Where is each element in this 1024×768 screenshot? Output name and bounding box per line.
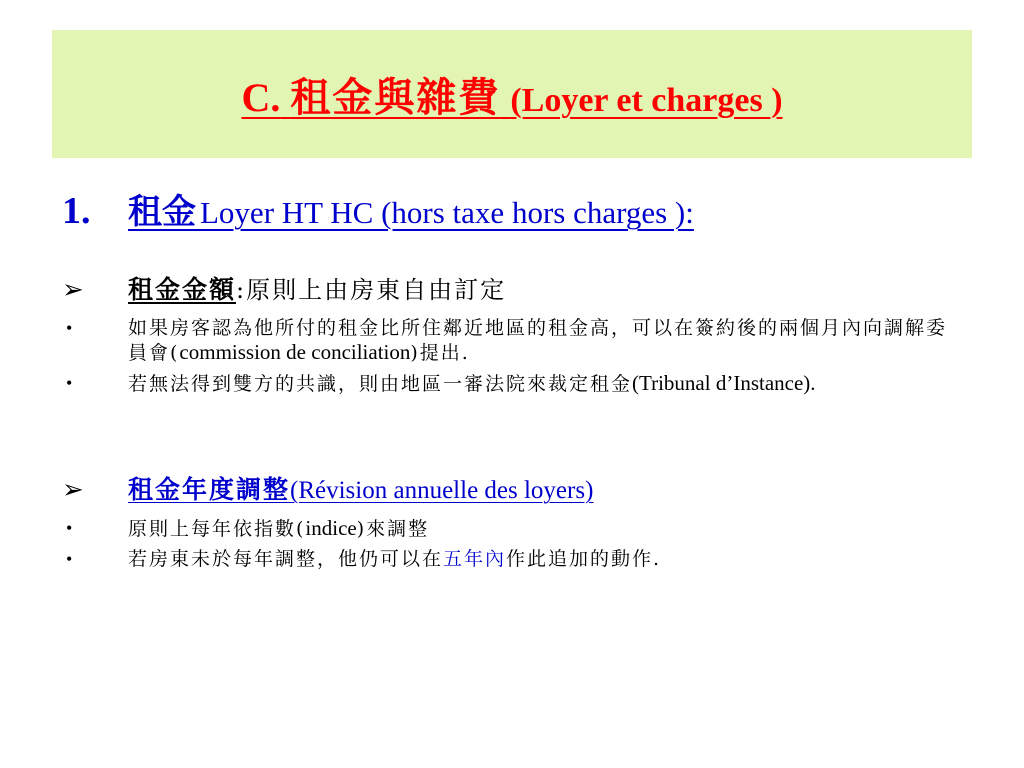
bullet-text-latin: (Tribunal d’Instance). xyxy=(632,371,816,395)
bullet-text-part: 若房東未於每年調整，他仍可以在 xyxy=(128,548,444,570)
bullet-dot-icon: • xyxy=(66,318,73,338)
list-item xyxy=(62,371,962,396)
section-heading xyxy=(62,184,694,233)
rent-revision-label xyxy=(128,470,593,506)
title-banner xyxy=(52,30,972,158)
rent-revision-label-french: (Révision annuelle des loyers) xyxy=(290,477,594,504)
bullet-dot-icon: • xyxy=(66,373,73,393)
bullet-dot-icon: • xyxy=(66,549,73,569)
rent-revision-heading xyxy=(62,470,962,506)
list-item xyxy=(62,516,962,541)
bullet-text-part: 作此追加的動作. xyxy=(506,548,662,570)
bullet-text-part: 如果房客認為他所付的租金比所住鄰近地區的租金高，可以在簽約後的兩個月內向調解委員會( xyxy=(128,317,948,364)
rent-amount-description: :原則上由房東自由訂定 xyxy=(236,276,507,304)
rent-amount-bullets xyxy=(62,316,962,396)
bullet-dot-icon: • xyxy=(66,518,73,538)
bullet-text-part: )提出. xyxy=(410,342,470,364)
bullet-text xyxy=(128,316,962,365)
rent-revision-section xyxy=(62,470,962,571)
rent-amount-heading xyxy=(62,270,962,306)
arrow-bullet-icon: ➢ xyxy=(62,475,84,504)
rent-revision-bullets xyxy=(62,516,962,571)
title-letter: C. xyxy=(241,74,281,120)
list-item xyxy=(62,547,962,571)
title-chinese: 租金與雜費 xyxy=(290,73,501,121)
bullet-text xyxy=(128,516,962,541)
list-item xyxy=(62,316,962,365)
heading-french: Loyer HT HC (hors taxe hors charges ): xyxy=(200,195,694,230)
arrow-bullet-icon: ➢ xyxy=(62,275,84,304)
slide-title xyxy=(241,66,782,123)
rent-revision-label-chinese: 租金年度調整 xyxy=(128,475,291,504)
bullet-text-latin: indice xyxy=(305,516,357,540)
bullet-text-part: 若無法得到雙方的共識，則由地區一審法院來裁定租金 xyxy=(128,373,633,395)
rent-amount-label: 租金金額 xyxy=(128,275,237,304)
rent-amount-section xyxy=(62,270,962,396)
heading-chinese: 租金 xyxy=(128,192,196,232)
bullet-text-part: 原則上每年依指數( xyxy=(128,518,306,540)
bullet-text xyxy=(128,371,962,396)
bullet-text xyxy=(128,547,962,571)
bullet-text-highlight: 五年內 xyxy=(443,548,507,570)
bullet-text-latin: commission de conciliation xyxy=(179,340,411,364)
heading-number: 1. xyxy=(62,190,91,232)
heading-text xyxy=(128,184,694,233)
title-french: (Loyer et charges ) xyxy=(510,81,783,119)
bullet-text-part: )來調整 xyxy=(356,518,430,540)
